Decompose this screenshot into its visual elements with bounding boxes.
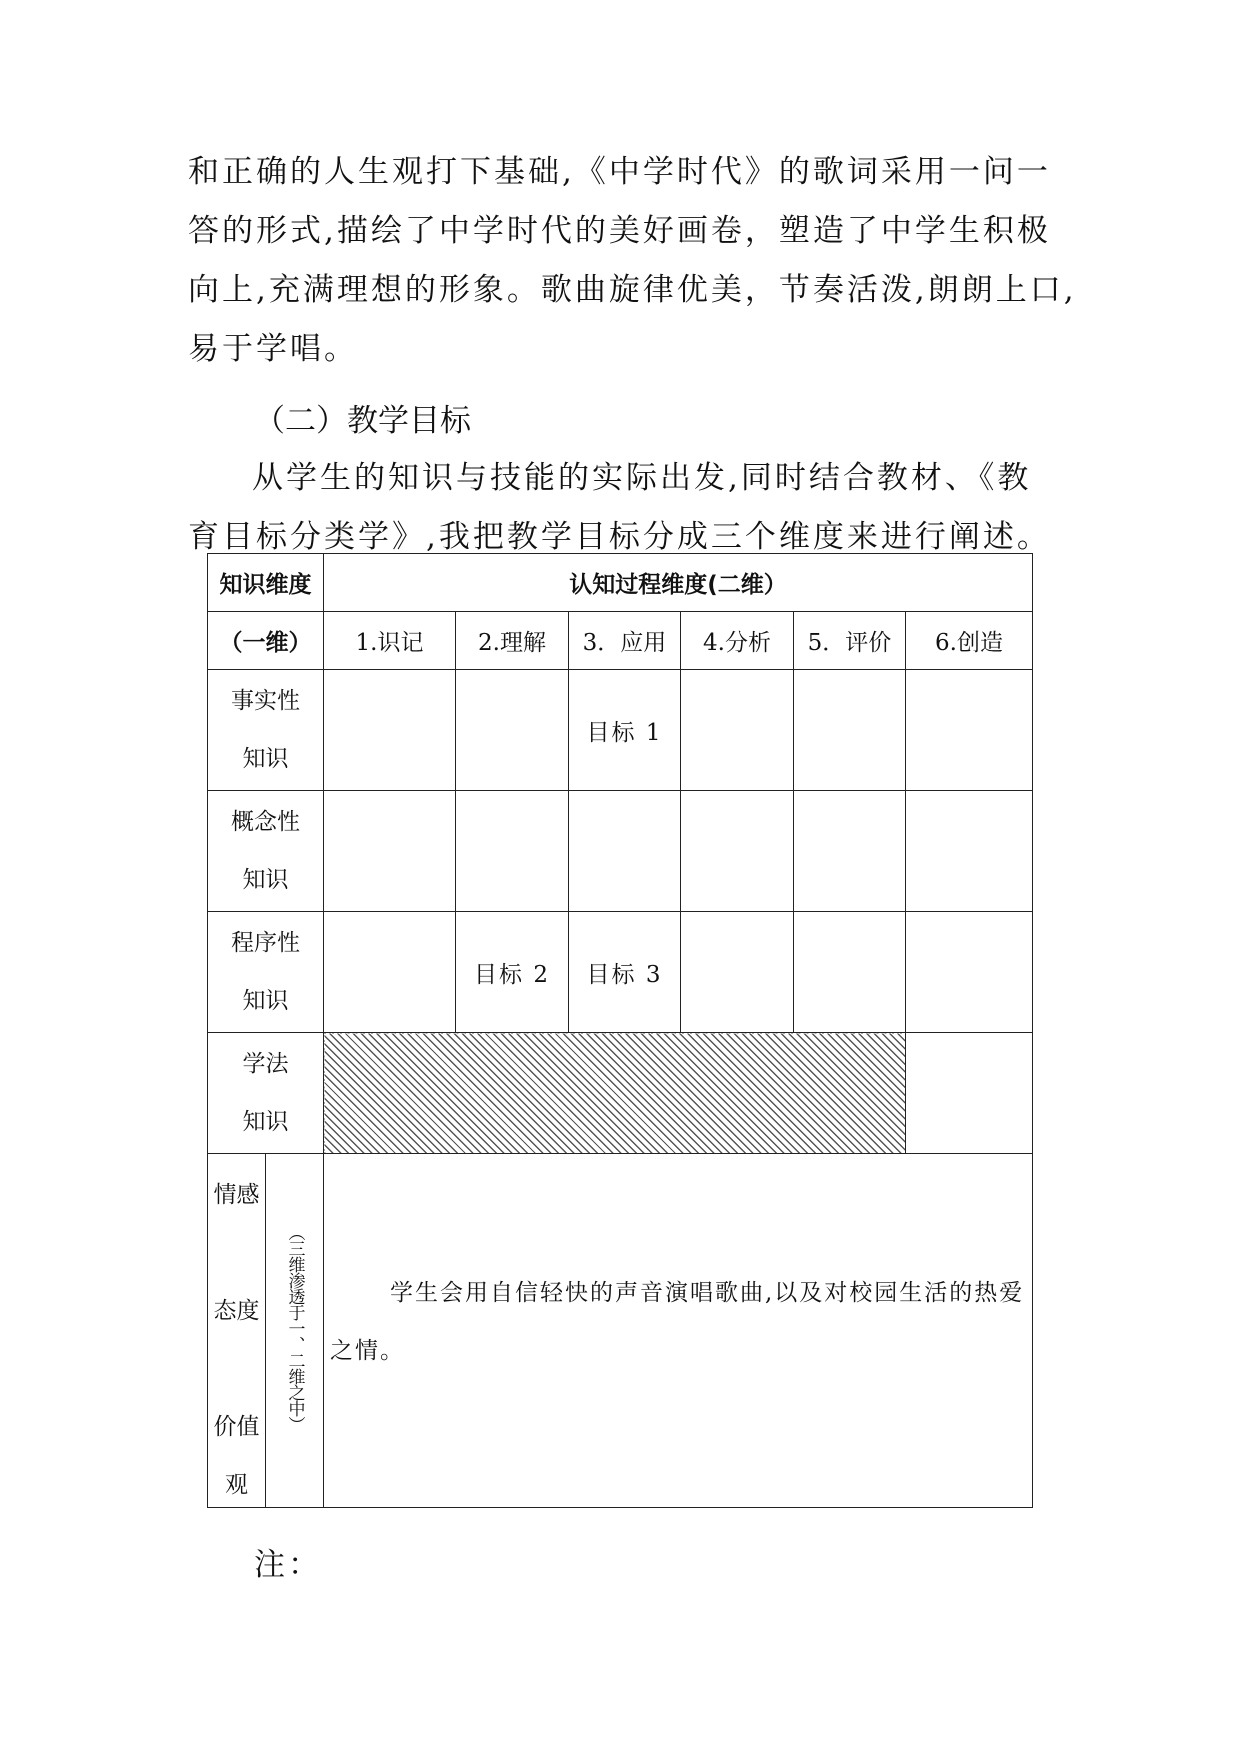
- paragraph-line: 向上,充满理想的形象。歌曲旋律优美，节奏活泼,朗朗上口,: [188, 272, 1077, 308]
- table-cell: 目标 3: [569, 912, 681, 1033]
- table-cell: 目标 1: [569, 670, 681, 791]
- column-header: 1.识记: [324, 612, 456, 670]
- table-cell: [794, 912, 906, 1033]
- table-row: [208, 670, 1033, 791]
- row-label: [208, 791, 324, 912]
- table-cell: [324, 670, 456, 791]
- table-row: [208, 912, 1033, 1033]
- column-header: 5．评价: [794, 612, 906, 670]
- row-label: [208, 670, 324, 791]
- table-cell: [324, 912, 456, 1033]
- dimension-note-cell: [266, 1154, 324, 1508]
- note-label: 注：: [254, 1547, 322, 1583]
- table-cell: [794, 791, 906, 912]
- row-label-line: 知识: [242, 746, 289, 772]
- paragraph-line: 答的形式,描绘了中学时代的美好画卷，塑造了中学生积极: [188, 213, 1051, 249]
- affective-label: 观: [225, 1472, 248, 1498]
- paragraph-line: 育目标分类学》,我把教学目标分成三个维度来进行阐述。: [188, 519, 1051, 555]
- knowledge-dimension-header: 知识维度: [208, 554, 324, 612]
- table-cell: [794, 670, 906, 791]
- dimension-note: （三维渗透于一、二维之中）: [284, 1223, 305, 1432]
- table-cell: [906, 791, 1033, 912]
- table-cell: [681, 791, 794, 912]
- affective-label: 情感: [213, 1182, 260, 1208]
- paragraph-line: 易于学唱。: [188, 331, 358, 367]
- table-cell: [569, 791, 681, 912]
- affective-row: [208, 1154, 1033, 1508]
- row-label-line: 知识: [242, 1109, 289, 1135]
- row-label-line: 知识: [242, 867, 289, 893]
- table-cell: [906, 1033, 1033, 1154]
- hatched-cell: [324, 1033, 906, 1154]
- row-label: [208, 912, 324, 1033]
- table-row: [208, 1033, 1033, 1154]
- table-cell: [906, 912, 1033, 1033]
- cognitive-process-header: 认知过程维度(二维）: [324, 554, 1033, 612]
- section-heading: （二）教学目标: [254, 403, 471, 439]
- table-cell: [456, 791, 569, 912]
- affective-objective: [324, 1154, 1033, 1508]
- row-label: [208, 1033, 324, 1154]
- column-header: 3．应用: [569, 612, 681, 670]
- paragraph-line: 和正确的人生观打下基础,《中学时代》的歌词采用一问一: [188, 154, 1051, 190]
- column-header: 4.分析: [681, 612, 794, 670]
- row-label-line: 事实性: [231, 688, 300, 714]
- table-cell: [456, 670, 569, 791]
- row-label-line: 学法: [242, 1051, 289, 1077]
- affective-objective-text: 学生会用自信轻快的声音演唱歌曲,以及对校园生活的热爱之情。: [330, 1280, 1025, 1364]
- row-label-line: 程序性: [231, 930, 300, 956]
- table-cell: [681, 912, 794, 1033]
- knowledge-dimension-subheader: （一维）: [208, 612, 324, 670]
- affective-label: 价值: [213, 1414, 260, 1440]
- table-cell: 目标 2: [456, 912, 569, 1033]
- affective-label: 态度: [213, 1298, 260, 1324]
- row-label-line: 概念性: [231, 809, 300, 835]
- table-cell: [324, 791, 456, 912]
- column-header: 6.创造: [906, 612, 1033, 670]
- table-cell: [681, 670, 794, 791]
- column-header: 2.理解: [456, 612, 569, 670]
- table-row: [208, 791, 1033, 912]
- paragraph-line: 从学生的知识与技能的实际出发,同时结合教材、《教: [252, 460, 1032, 496]
- affective-labels: [208, 1154, 266, 1508]
- row-label-line: 知识: [242, 988, 289, 1014]
- teaching-objectives-table: [207, 553, 1033, 1508]
- table-cell: [906, 670, 1033, 791]
